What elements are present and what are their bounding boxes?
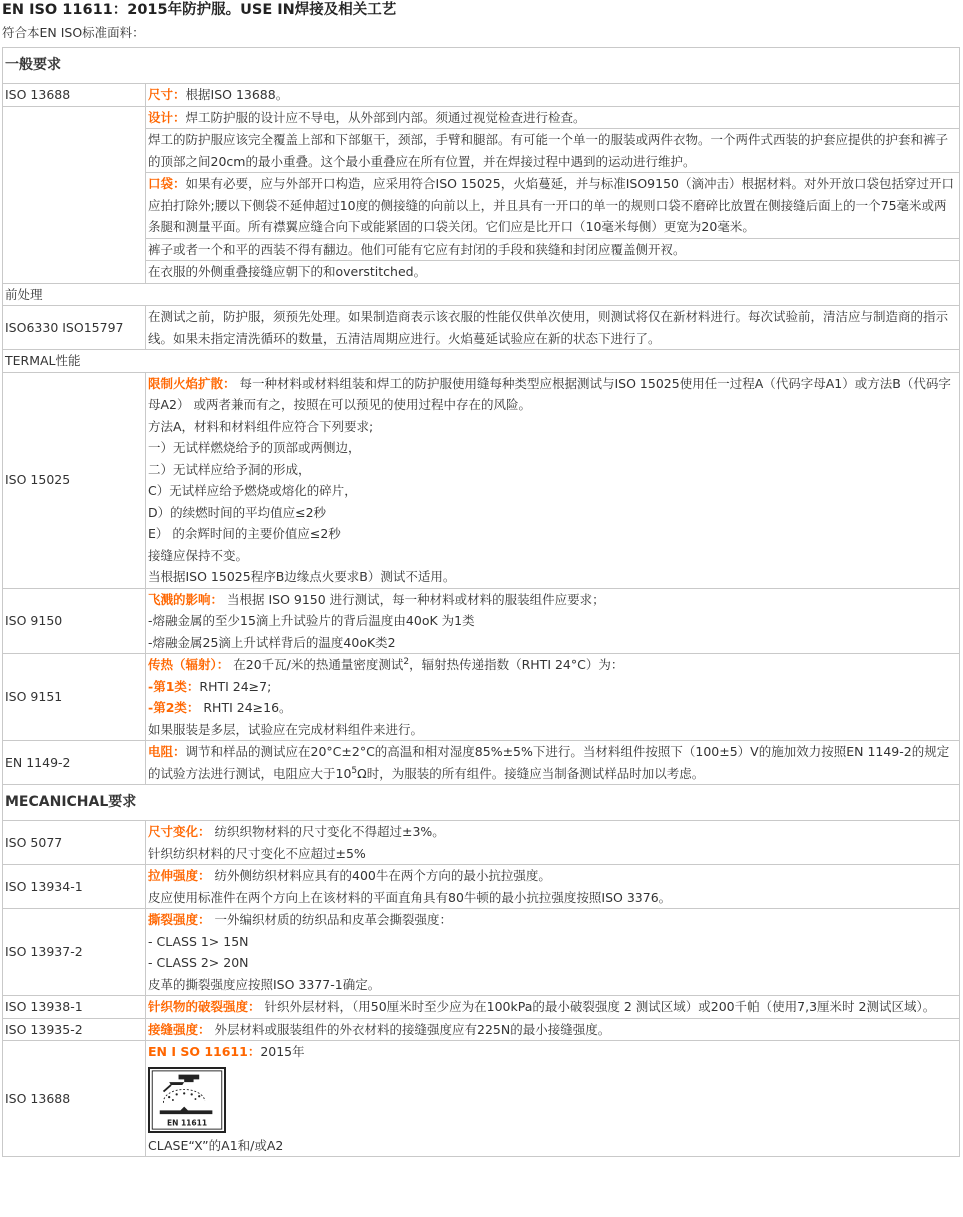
requirement-cell: 在衣服的外侧重叠接缝应朝下的和overstitched。 xyxy=(146,261,960,284)
requirement-keyword: 尺寸： xyxy=(148,87,186,102)
requirement-cell xyxy=(146,84,960,107)
requirement-text: 根据ISO 13688。 xyxy=(185,87,289,102)
table-row xyxy=(3,1041,960,1157)
requirement-keyword: 口袋： xyxy=(148,176,186,191)
standard-code: ISO 15025 xyxy=(3,372,146,588)
requirement-cell xyxy=(146,865,960,909)
requirement-line xyxy=(148,697,956,719)
table-row xyxy=(3,588,960,654)
requirement-keyword: 接缝强度： xyxy=(148,1021,211,1037)
requirement-line: CLASE“X”的A1和/或A2 xyxy=(148,1137,284,1153)
requirement-cell xyxy=(146,996,960,1019)
requirement-keyword: 撕裂强度： xyxy=(148,912,211,927)
class-keyword: -第1类： xyxy=(148,678,200,694)
requirement-text: 每一种材料或材料组装和焊工的防护服使用缝每种类型应根据测试与ISO 15025使用任一过程A（代码字母A1）或方法B（代码字母A2） 或两者兼而有之，按照在可以预见的使用过程中存在的风险。 xyxy=(148,375,951,412)
requirement-keyword: 拉伸强度： xyxy=(148,868,211,883)
standard-code: ISO 13934-1 xyxy=(3,865,146,909)
requirement-cell xyxy=(146,1041,960,1157)
section-general xyxy=(3,48,960,84)
table-row xyxy=(3,996,960,1019)
requirement-text: 纺织织物材料的尺寸变化不得超过±3%。 xyxy=(210,824,445,839)
table-row xyxy=(3,173,960,239)
logo-label: EN 11611 xyxy=(166,1117,208,1127)
requirement-line: 二）无试样应给予洞的形成， xyxy=(148,461,311,477)
requirement-cell: 裤子或者一个和平的西装不得有翻边。他们可能有它应有封闭的手段和狭缝和封闭应覆盖侧开衩。 xyxy=(146,238,960,261)
section-title: 一般要求 xyxy=(3,48,960,84)
requirement-line: 方法A，材料和材料组件应符合下列要求; xyxy=(148,418,374,434)
table-row xyxy=(3,865,960,909)
requirement-text: 针织外层材料，（用50厘米时至少应为在100kPa的最小破裂强度 2 测试区域）或200千帕（使用7,3厘米时 2测试区域）。 xyxy=(260,999,936,1014)
requirement-text: 焊工防护服的设计应不导电，从外部到内部。须通过视觉检查进行检查。 xyxy=(185,109,586,125)
requirement-cell xyxy=(146,821,960,865)
requirement-keyword: 设计： xyxy=(148,109,186,125)
class-text: RHTI 24≥7; xyxy=(199,678,272,694)
welding-protection-icon xyxy=(148,1067,226,1133)
table-row xyxy=(3,654,960,741)
table-row xyxy=(3,909,960,996)
standard-code: EN 1149-2 xyxy=(3,741,146,785)
requirement-cell xyxy=(146,654,960,741)
requirement-text: 在20千瓦/米的热通量密度测试 xyxy=(229,657,404,672)
requirement-line: E） 的余辉时间的主要价值应≤2秒 xyxy=(148,526,341,541)
section-thermal xyxy=(3,350,960,373)
requirement-text: 纺外侧纺织材料应具有的400牛在两个方向的最小抗拉强度。 xyxy=(210,868,551,883)
requirement-line: 当根据ISO 15025程序B边缘点火要求B）测试不适用。 xyxy=(148,569,456,584)
table-row xyxy=(3,821,960,865)
section-pretreatment xyxy=(3,283,960,306)
table-row xyxy=(3,238,960,261)
requirement-keyword: 针织物的破裂强度： xyxy=(148,999,261,1014)
standard-code: ISO6330 ISO15797 xyxy=(3,306,146,350)
requirement-text: 如果有必要，应与外部开口构造，应采用符合ISO 15025，火焰蔓延，并与标准ISO9150（滴冲击）根据材料。对外开放口袋包括穿过开口应拍打除外;腰以下侧袋不延伸超过10度的侧接缝的向前以上，并且具有一开口的单一的规则口袋不磨碎比放置在侧接缝后面上的一个75毫米或两条腿和测量平面。所有襟翼应缝合向下或能紧固的口袋关闭。它们应是比开口（10毫米每侧）更宽为20毫米。 xyxy=(148,176,954,234)
section-mechanical xyxy=(3,785,960,821)
requirement-cell xyxy=(146,741,960,785)
standard-code: ISO 13938-1 xyxy=(3,996,146,1019)
section-title: 前处理 xyxy=(3,283,960,306)
standard-code-empty xyxy=(3,106,146,283)
class-keyword: -第2类： xyxy=(148,700,200,715)
table-row xyxy=(3,306,960,350)
table-row xyxy=(3,261,960,284)
section-title: TERMAL性能 xyxy=(3,350,960,373)
requirement-line: 针织纺织材料的尺寸变化不应超过±5% xyxy=(148,845,366,861)
standard-code: ISO 13688 xyxy=(3,1041,146,1157)
requirement-cell xyxy=(146,173,960,239)
page-subtitle: 符合本EN ISO标准面料： xyxy=(2,25,145,40)
table-row xyxy=(3,741,960,785)
requirement-keyword: 限制火焰扩散： xyxy=(148,375,236,391)
table-row xyxy=(3,1018,960,1041)
requirement-cell xyxy=(146,106,960,129)
requirement-line: 接缝应保持不变。 xyxy=(148,547,249,563)
standard-code: ISO 13688 xyxy=(3,84,146,107)
requirement-cell: 焊工的防护服应该完全覆盖上部和下部躯干，颈部，手臂和腿部。有可能一个单一的服装或两件衣物。一个两件式西装的护套应提供的护套和裤子的顶部之间20cm的最小重叠。这个最小重叠应在所有位置，并在焊接过程中遇到的运动进行维护。 xyxy=(146,129,960,173)
superscript: 5 xyxy=(351,765,358,776)
requirement-text: 外层材料或服装组件的外衣材料的接缝强度应有225N的最小接缝强度。 xyxy=(210,1021,611,1037)
requirement-line: - CLASS 2> 20N xyxy=(148,955,249,970)
requirement-cell xyxy=(146,588,960,654)
section-title: MECANICHAL要求 xyxy=(3,785,960,821)
requirement-text: 调节和样品的测试应在20°C±2°C的高温和相对湿度85%±5%下进行。当材料组件按照下（100±5）V的施加效力按照EN 1149-2的规定的试验方法进行测试，电阻应大于10 xyxy=(148,744,950,781)
logo-wrapper xyxy=(148,1063,956,1135)
requirement-line: C）无试样应给予燃烧或熔化的碎片， xyxy=(148,483,357,498)
standard-code: ISO 9150 xyxy=(3,588,146,654)
requirement-line: D）的续燃时间的平均值应≤2秒 xyxy=(148,504,327,520)
requirement-keyword: EN I SO 11611： xyxy=(148,1044,261,1059)
table-row xyxy=(3,372,960,588)
requirement-keyword: 飞溅的影响： xyxy=(148,591,224,607)
table-row xyxy=(3,129,960,173)
table-row xyxy=(3,106,960,129)
requirement-line: 皮应使用标准件在两个方向上在该材料的平面直角具有80牛顿的最小抗拉强度按照ISO 3376。 xyxy=(148,889,672,905)
class-text: RHTI 24≥16。 xyxy=(199,700,292,715)
standard-code: ISO 13937-2 xyxy=(3,909,146,996)
requirement-line: -熔融金属25滴上升试样背后的温度40oK类2 xyxy=(148,634,396,650)
requirement-keyword: 电阻： xyxy=(148,744,186,759)
requirement-text: Ω时，为服装的所有组件。接缝应当制备测试样品时加以考虑。 xyxy=(357,765,705,781)
page-title: EN ISO 11611：2015年防护服。USE IN焊接及相关工艺 xyxy=(2,2,397,18)
requirement-text: 当根据 ISO 9150 进行测试，每一种材料或材料的服装组件应要求； xyxy=(223,591,605,607)
requirement-line: 皮革的撕裂强度应按照ISO 3377-1确定。 xyxy=(148,976,381,992)
requirement-cell xyxy=(146,1018,960,1041)
superscript: 2 xyxy=(403,656,410,667)
standard-code: ISO 13935-2 xyxy=(3,1018,146,1041)
standard-code: ISO 5077 xyxy=(3,821,146,865)
requirement-line xyxy=(148,676,956,698)
requirement-line: 如果服装是多层，试验应在完成材料组件来进行。 xyxy=(148,721,424,737)
requirement-line: - CLASS 1> 15N xyxy=(148,933,249,949)
requirement-cell xyxy=(146,372,960,588)
requirements-table xyxy=(2,47,960,1157)
requirement-text: 一外编织材质的纺织品和皮革会撕裂强度： xyxy=(210,912,452,927)
requirement-text: 2015年 xyxy=(260,1044,305,1059)
table-row xyxy=(3,84,960,107)
requirement-line: 一）无试样燃烧给予的顶部或两侧边， xyxy=(148,440,361,455)
standard-code: ISO 9151 xyxy=(3,654,146,741)
requirement-keyword: 传热（辐射）： xyxy=(148,657,230,672)
requirement-cell xyxy=(146,909,960,996)
requirement-line: -熔融金属的至少15滴上升试验片的背后温度由40oK 为1类 xyxy=(148,613,475,628)
requirement-keyword: 尺寸变化： xyxy=(148,824,211,839)
requirement-cell: 在测试之前，防护服，须预先处理。如果制造商表示该衣服的性能仅供单次使用，则测试将仅在新材料进行。每次试验前，清洁应与制造商的指示线。如果未指定清洗循环的数量，五清洁周期应进行。火焰蔓延试验应在新的状态下进行了。 xyxy=(146,306,960,350)
requirement-text: ，辐射热传递指数（RHTI 24°C）为： xyxy=(409,657,624,672)
